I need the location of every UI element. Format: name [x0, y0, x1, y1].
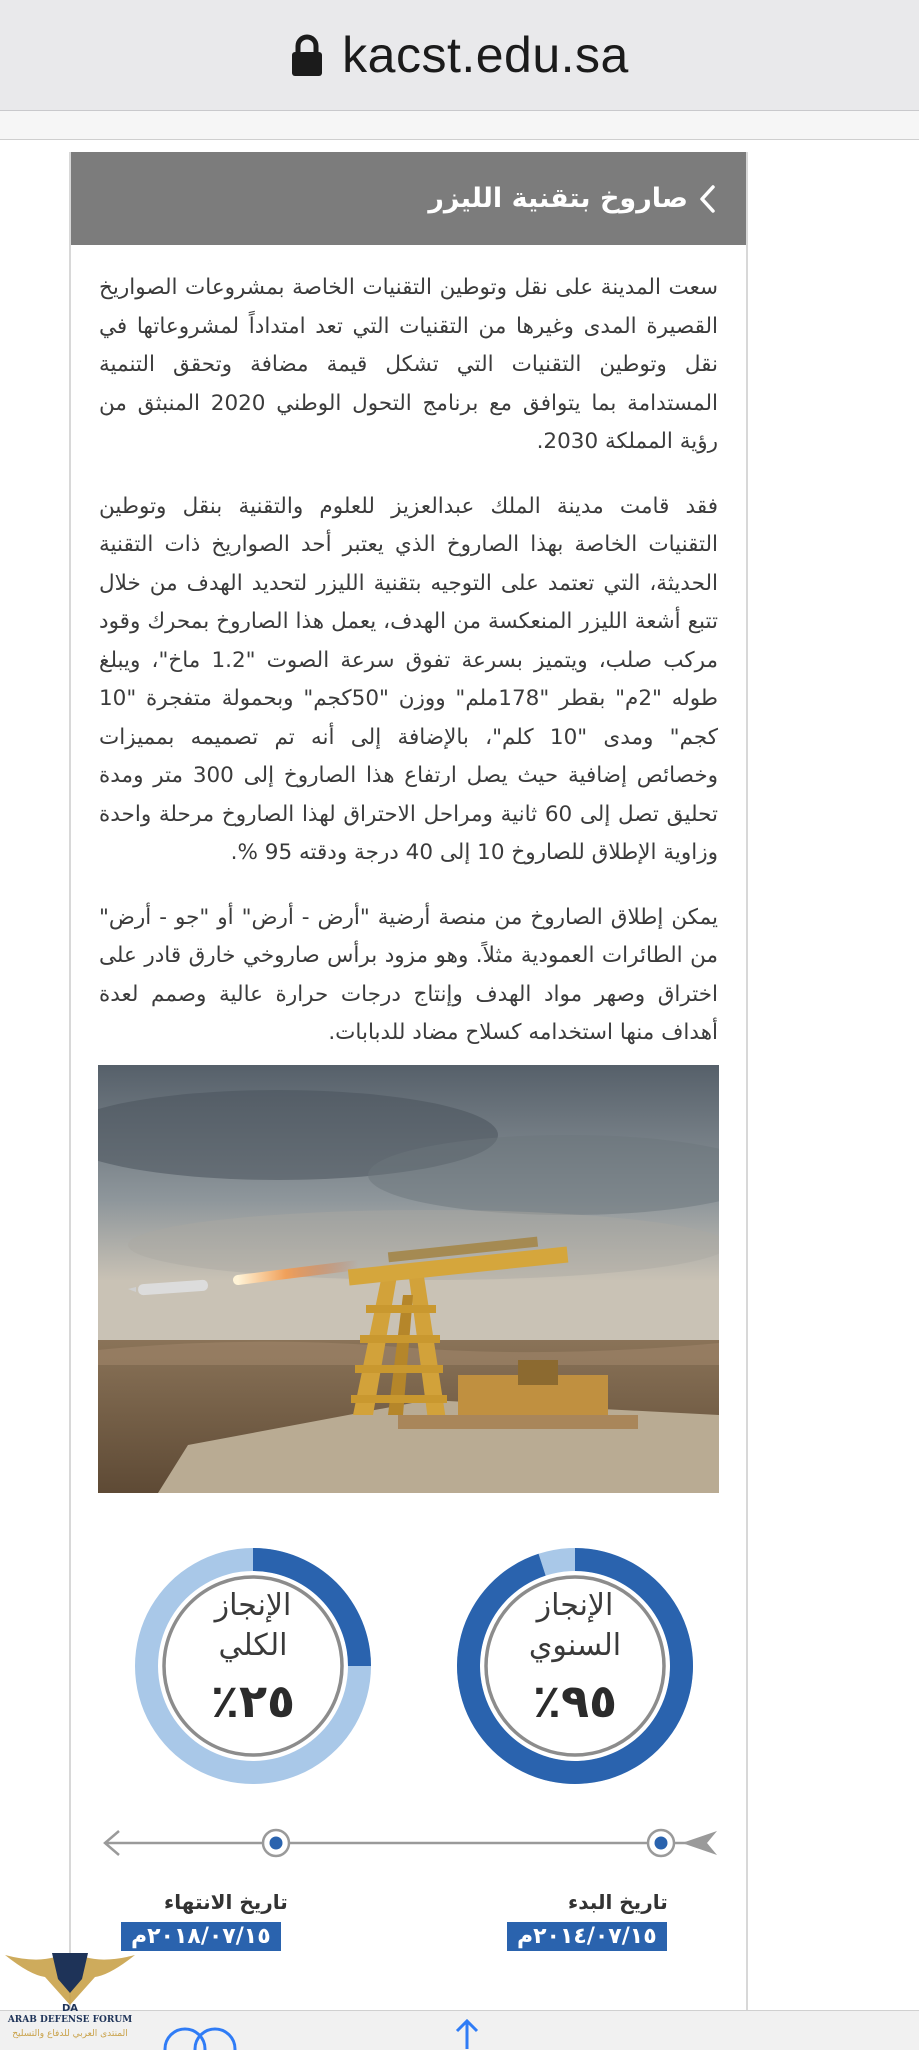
overall-progress-label [121, 1586, 385, 1666]
overall-label-line1: الإنجاز [214, 1588, 292, 1623]
paragraph-1: سعت المدينة على نقل وتوطين التقنيات الخاصة بمشروعات الصواريخ القصيرة المدى وغيرها من التقنيات التي تعد امتداداً لمشروعاتها في نقل وتوطين التقنيات التي تشكل قيمة مضافة وتحقق التنمية المستدامة بما يتوافق مع برنامج التحول الوطني 2020 المنبثق من رؤية المملكة 2030. [99, 275, 718, 454]
overall-label-line2: الكلي [218, 1628, 288, 1663]
overall-progress-donut [121, 1534, 385, 1798]
annual-label-line1: الإنجاز [536, 1588, 614, 1623]
project-card [69, 152, 748, 2049]
timeline-start-node [648, 1830, 674, 1856]
timeline-start-tail-icon [682, 1831, 717, 1855]
paragraph-3: يمكن إطلاق الصاروخ من منصة أرضية "أرض - أرض" أو "جو - أرض" من الطائرات العمودية مثلاً. وهو مزود برأس صاروخي خارق قادر على اختراق وصهر مواد الهدف وإنتاج درجات حرارة عالية وصمم لعدة أهداف منها استخدامه كسلاح مضاد للدبابات. [99, 904, 718, 1045]
timeline-end-node [263, 1830, 289, 1856]
address-bar[interactable] [0, 0, 919, 111]
project-timeline [71, 1817, 746, 1967]
article-body [71, 245, 746, 1053]
end-date-value: ٢٠١٨/٠٧/١٥م [121, 1922, 281, 1951]
svg-text:DA: DA [61, 2003, 79, 2014]
missile-launch-photo [98, 1065, 719, 1493]
lock-icon [290, 33, 324, 77]
overall-progress-value: ٢٥٪ [210, 1674, 296, 1728]
watermark-line2: المنتدى العربي للدفاع والتسليح [12, 2029, 128, 2039]
chevron-left-icon[interactable] [698, 184, 718, 214]
forum-watermark-logo [0, 1945, 140, 2049]
page-title: صاروخ بتقنية الليزر [428, 183, 688, 214]
end-date-label: تاريخ الانتهاء [164, 1890, 288, 1914]
start-date-label: تاريخ البدء [568, 1890, 668, 1914]
start-date-value: ٢٠١٤/٠٧/١٥م [507, 1922, 667, 1951]
toolbar-strip [0, 111, 919, 140]
annual-progress-value: ٩٥٪ [532, 1674, 618, 1728]
card-header[interactable] [71, 152, 746, 245]
overall-progress-ring [121, 1534, 385, 1798]
url-text: kacst.edu.sa [342, 27, 629, 83]
paragraph-2: فقد قامت مدينة الملك عبدالعزيز للعلوم والتقنية بنقل وتوطين التقنيات الخاصة بهذا الصاروخ الذي يعتبر أحد الصواريخ ذات التقنية الحديثة، التي تعتمد على التوجيه بتقنية الليزر لتحديد الهدف من خلال تتبع أشعة الليزر المنعكسة من الهدف، يعمل هذا الصاروخ بمحرك وقود مركب صلب، ويتميز بسرعة تفوق سرعة الصوت "1.2 ماخ"، ويبلغ طوله "2م" بقطر "178ملم" ووزن "50كجم" وبحمولة متفجرة "10 كجم" ومدى "10 كلم"، بالإضافة إلى أنه تم تصميمه بمميزات وخصائص إضافية حيث يصل ارتفاع هذا الصاروخ إلى 300 متر ومدة تحليق تصل إلى 60 ثانية ومراحل الاحتراق لهذا الصاروخ مرحلة واحدة وزاوية الإطلاق للصاروخ 10 إلى 40 درجة ودقته 95 %. [99, 493, 719, 865]
annual-progress-donut [443, 1534, 707, 1798]
annual-progress-ring [443, 1534, 707, 1798]
share-icon[interactable] [457, 2021, 477, 2049]
annual-progress-label [443, 1586, 707, 1666]
watermark-line1: ARAB DEFENSE FORUM [7, 2015, 133, 2025]
annual-label-line2: السنوي [528, 1628, 622, 1663]
